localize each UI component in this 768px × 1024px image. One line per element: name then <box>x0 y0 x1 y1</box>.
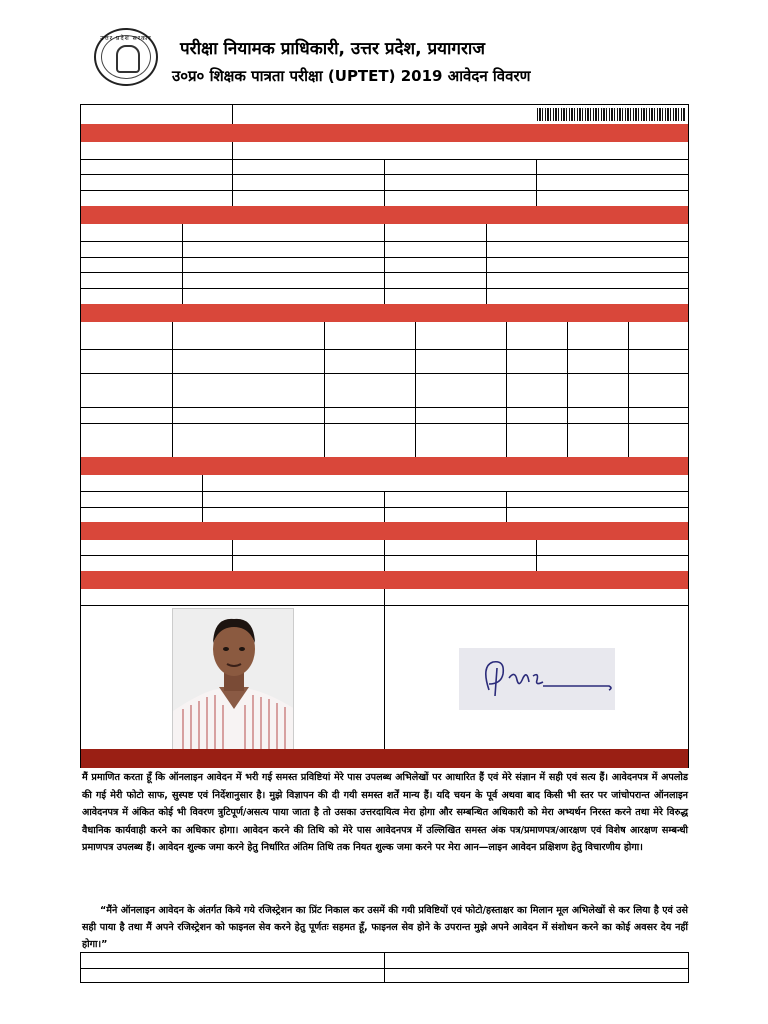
grid-line <box>384 540 385 571</box>
grid-line <box>232 105 233 124</box>
grid-line <box>415 322 416 457</box>
grid-line <box>567 322 568 457</box>
section-band <box>81 571 688 589</box>
grid-line <box>324 322 325 457</box>
form-title: उ०प्र० शिक्षक पात्रता परीक्षा (UPTET) 2019 आवेदन विवरण <box>172 67 531 85</box>
grid-line <box>628 322 629 457</box>
seal-text: उत्तर प्रदेश सरकार <box>100 35 152 42</box>
grid-line <box>536 540 537 571</box>
barcode <box>537 108 685 121</box>
section-band-dark <box>81 749 688 768</box>
signature-scribble-icon <box>459 648 615 710</box>
bottom-signature-table <box>80 952 689 983</box>
grid-line <box>232 142 233 206</box>
grid-line <box>172 322 173 457</box>
section-band <box>81 457 688 475</box>
seal-core-icon <box>116 45 140 73</box>
section-band <box>81 522 688 540</box>
declaration-paragraph: मैं प्रमाणित करता हूँ कि ऑनलाइन आवेदन में भरी गई समस्त प्रविष्टियां मेरे पास उपलब्ध अभिलेखों पर आधारित हैं एवं मेरे संज्ञान में सही एवं सत्य हैं। आवेदनपत्र में अपलोड की गई मेरी फोटो साफ, सुस्पष्ट एवं निर्देशानुसार है। मुझे विज्ञापन की दी गयी समस्त शर्तें मान्य हैं। यदि चयन के पूर्व अथवा बाद किसी भी स्तर पर जांचोपरान्त ऑनलाइन आवेदनपत्र में अंकित कोई भी विवरण त्रुटिपूर्ण/असत्य पाया जाता है तो उसका उत्तरदायित्व मेरा होगा और सम्बन्धित अधिकारी को मेरा अभ्यर्थन निरस्त करने तथा मेरे विरुद्ध वैधानिक कार्यवाही करने का अधिकार होगा। आवेदन करने की तिथि को मेरे पास आवेदनपत्र में उल्लिखित समस्त अंक पत्र/प्रमाणपत्र/आरक्षण एवं विशेष आरक्षण सम्बन्धी प्रमाणपत्र उपलब्ध हैं। आवेदन शुल्क जमा करने हेतु निर्धारित अंतिम तिथि तक नियत शुल्क जमा करने पर मेरा आन—लाइन आवेदन प्रक्षिशण हेतु विचारणीय होगा। <box>82 772 688 854</box>
grid-line <box>384 589 385 749</box>
section-band <box>81 206 688 224</box>
candidate-photo <box>172 608 294 752</box>
grid-line <box>202 475 203 522</box>
emblem-seal <box>94 28 158 86</box>
section-band <box>81 304 688 322</box>
grid-line <box>536 159 537 206</box>
authority-title: परीक्षा नियामक प्राधिकारी, उत्तर प्रदेश, प्रयागराज <box>180 39 485 59</box>
grid-line <box>506 322 507 457</box>
grid-line <box>384 491 385 522</box>
application-form-grid <box>80 104 689 768</box>
section-band <box>81 124 688 142</box>
grid-line <box>486 224 487 304</box>
grid-line <box>232 540 233 571</box>
grid-line <box>506 491 507 522</box>
grid-line <box>384 953 385 982</box>
grid-line <box>384 224 385 304</box>
candidate-portrait-icon <box>173 609 294 752</box>
candidate-signature <box>459 648 615 710</box>
final-save-consent: “मैंने ऑनलाइन आवेदन के अंतर्गत किये गये रजिस्ट्रेशन का प्रिंट निकाल कर उसमें की गयी प्रविष्टियों एवं फोटो/हस्ताक्षर का मिलान मूल अभिलेखों से कर लिया है एवं उसे सही पाया है तथा मैं अपने रजिस्ट्रेशन को फाइनल सेव करने हेतु पूर्णतः सहमत हूँ, फाइनल सेव होने के उपरान्त मुझे अपने आवेदन में संशोधन करने का कोई अवसर देय नहीं होगा।” <box>82 905 688 950</box>
grid-line <box>384 159 385 206</box>
grid-line <box>182 224 183 304</box>
